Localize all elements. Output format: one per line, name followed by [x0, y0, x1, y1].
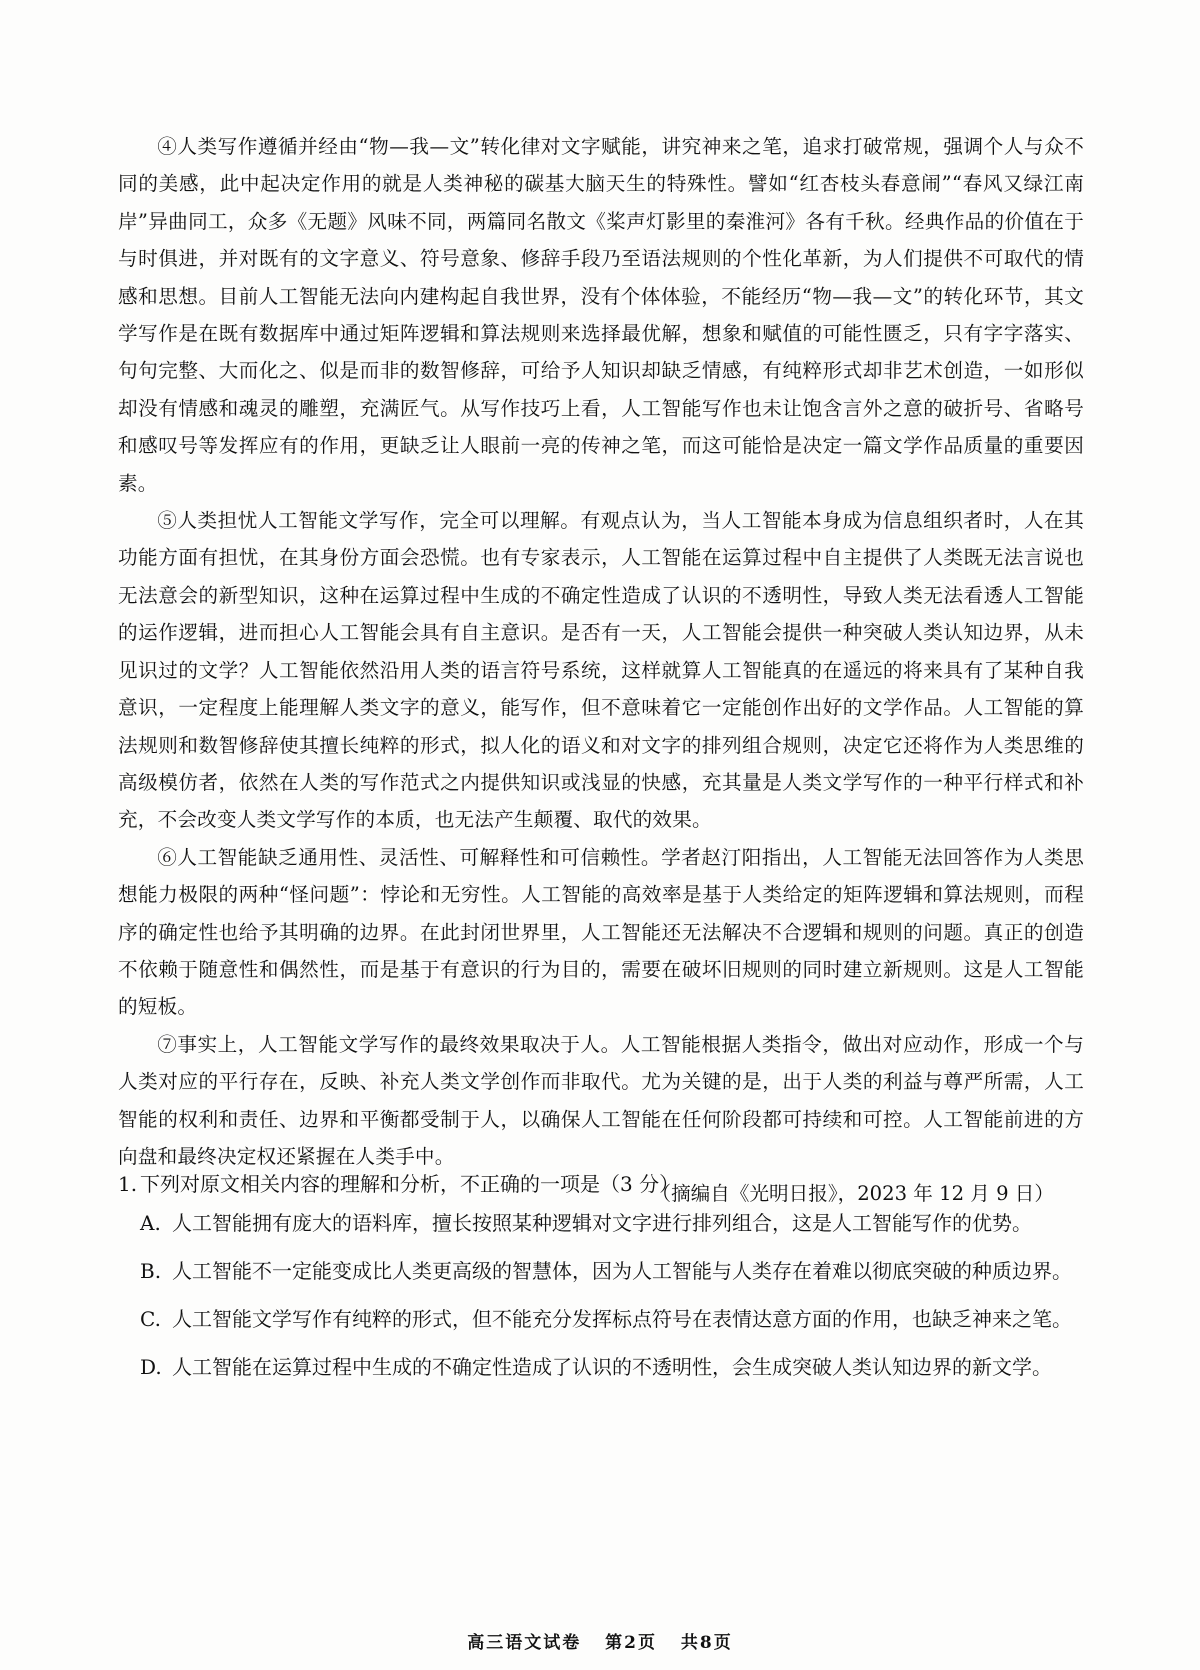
page-footer — [0, 1628, 1200, 1653]
question-number: 1. — [118, 1172, 138, 1196]
source-citation: （摘编自《光明日报》，2023 年 12 月 9 日） — [651, 1182, 1054, 1206]
option-letter: D. — [140, 1355, 162, 1379]
question-stem — [118, 1165, 1084, 1203]
option-b — [118, 1251, 1084, 1291]
option-a — [118, 1203, 1084, 1243]
question-text: 下列对原文相关内容的理解和分析，不正确的一项是（3 分） — [140, 1172, 680, 1196]
option-letter: B. — [140, 1259, 162, 1283]
question-1 — [118, 1165, 1084, 1395]
option-text: 人工智能在运算过程中生成的不确定性造成了认识的不透明性，会生成突破人类认知边界的新文学。 — [172, 1355, 1052, 1379]
option-text: 人工智能拥有庞大的语料库，擅长按照某种逻辑对文字进行排列组合，这是人工智能写作的优势。 — [172, 1211, 1032, 1235]
paragraph-6: ⑥人工智能缺乏通用性、灵活性、可解释性和可信赖性。学者赵汀阳指出，人工智能无法回答作为人类思想能力极限的两种“怪问题”：悖论和无穷性。人工智能的高效率是基于人类给定的矩阵逻辑和算法规则，而程序的确定性也给予其明确的边界。在此封闭世界里，人工智能还无法解决不合逻辑和规则的问题。真正的创造不依赖于随意性和偶然性，而是基于有意识的行为目的，需要在破坏旧规则的同时建立新规则。这是人工智能的短板。 — [118, 845, 1084, 1019]
option-d — [118, 1347, 1084, 1387]
footer-page-number: 第2页 — [605, 1633, 657, 1653]
paragraph-5: ⑤人类担忧人工智能文学写作，完全可以理解。有观点认为，当人工智能本身成为信息组织者时，人在其功能方面有担忧，在其身份方面会恐慌。也有专家表示，人工智能在运算过程中自主提供了人类既无法言说也无法意会的新型知识，这种在运算过程中生成的不确定性造成了认识的不透明性，导致人类无法看透人工智能的运作逻辑，进而担心人工智能会具有自主意识。是否有一天，人工智能会提供一种突破人类认知边界，从未见识过的文学？人工智能依然沿用人类的语言符号系统，这样就算人工智能真的在遥远的将来具有了某种自我意识，一定程度上能理解人类文字的意义，能写作，但不意味着它一定能创作出好的文学作品。人工智能的算法规则和数智修辞使其擅长纯粹的形式，拟人化的语义和对文字的排列组合规则，决定它还将作为人类思维的高级模仿者，依然在人类的写作范式之内提供知识或浅显的快感，充其量是人类文学写作的一种平行样式和补充，不会改变人类文学写作的本质，也无法产生颠覆、取代的效果。 — [118, 509, 1084, 832]
option-text: 人工智能文学写作有纯粹的形式，但不能充分发挥标点符号在表情达意方面的作用，也缺乏神来之笔。 — [172, 1307, 1072, 1331]
paragraph-4: ④人类写作遵循并经由“物—我—文”转化律对文字赋能，讲究神来之笔，追求打破常规，强调个人与众不同的美感，此中起决定作用的就是人类神秘的碳基大脑天生的特殊性。譬如“红杏枝头春意闹”“春风又绿江南岸”异曲同工，众多《无题》风味不同，两篇同名散文《桨声灯影里的秦淮河》各有千秋。经典作品的价值在于与时俱进，并对既有的文字意义、符号意象、修辞手段乃至语法规则的个性化革新，为人们提供不可取代的情感和思想。目前人工智能无法向内建构起自我世界，没有个体体验，不能经历“物—我—文”的转化环节，其文学写作是在既有数据库中通过矩阵逻辑和算法规则来选择最优解，想象和赋值的可能性匮乏，只有字字落实、句句完整、大而化之、似是而非的数智修辞，可给予人知识却缺乏情感，有纯粹形式却非艺术创造，一如形似却没有情感和魂灵的雕塑，充满匠气。从写作技巧上看，人工智能写作也未让饱含言外之意的破折号、省略号和感叹号等发挥应有的作用，更缺乏让人眼前一亮的传神之笔，而这可能恰是决定一篇文学作品质量的重要因素。 — [118, 135, 1084, 495]
option-text: 人工智能不一定能变成比人类更高级的智慧体，因为人工智能与人类存在着难以彻底突破的种质边界。 — [172, 1259, 1072, 1283]
footer-title: 高三语文试卷 — [467, 1633, 582, 1653]
paragraph-7: ⑦事实上，人工智能文学写作的最终效果取决于人。人工智能根据人类指令，做出对应动作，形成一个与人类对应的平行存在，反映、补充人类文学创作而非取代。尤为关键的是，出于人类的利益与尊严所需，人工智能的权利和责任、边界和平衡都受制于人，以确保人工智能在任何阶段都可持续和可控。人工智能前进的方向盘和最终决定权还紧握在人类手中。 — [118, 1032, 1084, 1168]
footer-total-pages: 共8页 — [680, 1633, 733, 1653]
option-letter: A. — [140, 1211, 161, 1235]
option-letter: C. — [140, 1307, 161, 1331]
reading-passage — [118, 128, 1084, 1213]
option-c — [118, 1299, 1084, 1339]
